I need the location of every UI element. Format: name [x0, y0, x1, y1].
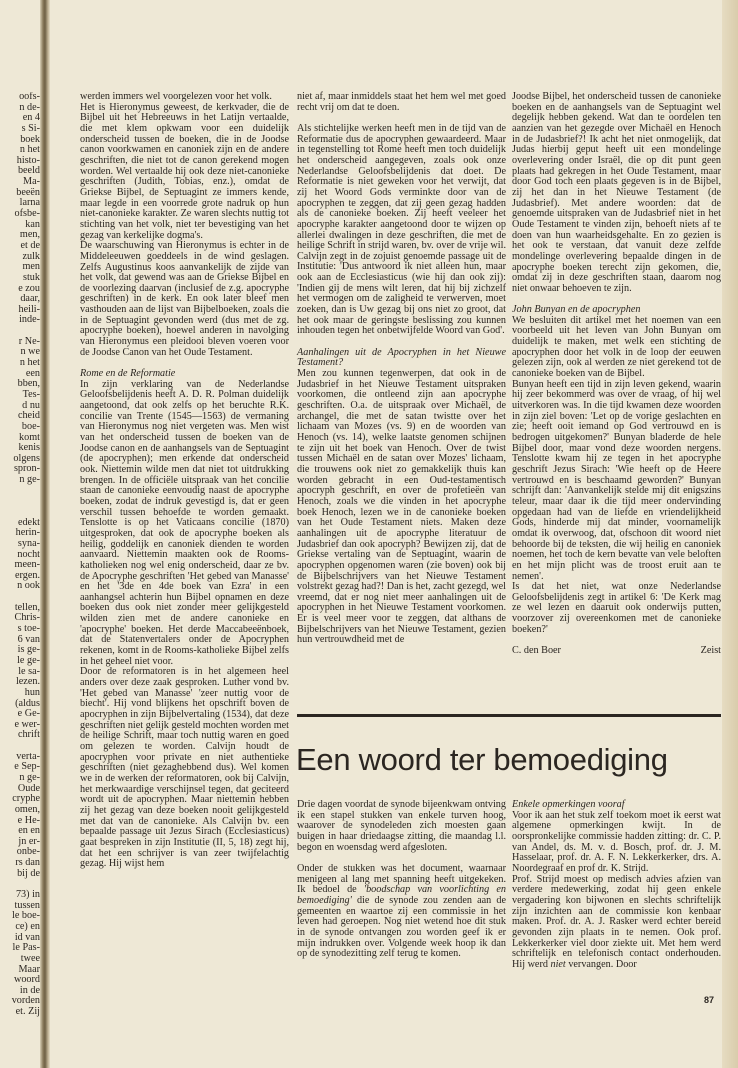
paragraph: Voor ik aan het stuk zelf toekom moet ik eerst wat algemene opmerkingen kwijt. In de oorspronkelijke commissie hadden zitting: dr. C. P. van Andel, ds. M. v. d. Bosch, prof. dr. J. M. Hasselaar, prof. dr. A. F. N. Lekkerkerker, drs. A. Noordegraaf en prof dr. K. Strijd.: [512, 809, 721, 874]
article1-column-2: [297, 92, 506, 646]
fragment-line: rs dan: [15, 857, 40, 869]
fragment-line: twee: [20, 952, 40, 964]
article-divider: [297, 714, 721, 717]
article1-column-1: [80, 92, 289, 870]
fragment-line: edekt: [17, 516, 40, 528]
text: Onder de stukken was het document, waarnaar menigeen al lang met spanning heeft uitgekeken. Ik bedoel de: [297, 862, 506, 896]
fragment-line: n het: [19, 144, 40, 156]
fragment-line: 6 van: [17, 633, 40, 645]
paragraph: Het is Hieronymus geweest, de kerkvader, die de Bijbel uit het Hebreeuws in het Latijn vertaalde, die met klem opkwam voor een duidelijk onderscheid tussen de boeken, die in de Joodse canon voorkwamen en canoniek zijn en de andere geschriften, die niet tot de canon gerekend mogen worden. Wel vertaalde hij ook deze niet-canonieke geschriften (Judith, Tobias, enz.), omdat de Griekse Bijbel, de Septuagint ze immers kende, maar legde in een voorrede grote nadruk op hun niet-canonieke karakter. Ze waren slechts nuttig tot stichting van het volk, niet ter bevestiging van het gezag van kerkelijke dogma's.: [80, 101, 289, 241]
fragment-line: vorden: [11, 995, 40, 1007]
page-number: 87: [704, 995, 715, 1005]
article1-column-3: [512, 92, 721, 657]
fragment-line: s toe-: [17, 623, 40, 635]
fragment-line: Chris-: [14, 612, 40, 624]
page-spine: [40, 0, 50, 1068]
fragment-line: beeld: [17, 165, 40, 177]
fragment-line: bben,: [17, 378, 40, 390]
previous-page-fragments: [0, 92, 40, 1018]
fragment-line: komt: [19, 431, 40, 443]
fragment-line: n we: [20, 346, 40, 358]
paragraph: werden immers wel voorgelezen voor het volk.: [80, 91, 272, 102]
fragment-line: boe-: [21, 420, 40, 432]
fragment-line: inde-: [19, 314, 40, 326]
paragraph: De waarschuwing van Hieronymus is echter in de Middeleeuwen goeddeels in de wind geslagen. Zelfs Augustinus koos aanvankelijk de zijde van het volk, dat gewend was aan de Griekse Bijbel en de voorlezing daarvan (inclusief de z.g. apocryphe geschriften) in de kerk. En ook later bleef men vasthouden aan de lijst van Bijbelboeken, zoals die in de Septuagint gevonden werd (dus met de zg. apocryphe boeken), hoewel anderen in navolging van Hieronymus een pleidooi bleven voeren voor de Joodse Canon van het Oude Testament.: [80, 240, 289, 358]
fragment-line: et. Zij: [15, 1006, 40, 1018]
article2-title: Een woord ter bemoediging: [296, 742, 668, 777]
text: Prof. Strijd moest op medisch advies afzien van verdere medewerking, zodat hij geen enkele vergadering kon bijwonen en slechts schriftelijk zijn inzichten aan de commissie kon kenbaar maken. Prof. dr. A. J. Rasker werd echter bereid gevonden zijn plaats in te nemen. Ook prof. Lekkerkerker viel door ziekte uit. Met hem werd schriftelijk en telefonisch contact onderhouden. Hij werd: [512, 873, 721, 970]
fragment-line: Maar: [18, 963, 40, 975]
paragraph: Als stichtelijke werken heeft men in de tijd van de Reformatie dus de apocryphen gewaardeerd. Maar in tegenstelling tot Rome heeft men toch duidelijk het onderscheid aangegeven, zoals ook onze Nederlandse Geloofsbelijdenis dat doet. De Reformatie is niet geweken voor het verwijt, dat zij het Woord Gods verminkte door van de apocryphen te zeggen, dat zij geen gezag hadden als de canonieke boeken. Zij heeft veeleer het apocryphe karakter aangetoond door te wijzen op allerlei dwalingen in deze geschriften, die met de heilige Schrift in strijd waren, bv. over de vrije wil. Calvijn zegt in de zojuist genoemde passage uit de Institutie: 'Dus antwoord ik niet alleen hun, maar ook aan de Ecclesiasticus (wie hij dan ook zij): 'Indien gij de mens wilt leren, dat hij bij zichzelf het vermogen om de zaligheid te verwerven, moet zoeken, dan is Uw gezag bij ons niet zo groot, dat het ook maar de geringste beslissing zou kunnen inhouden tegen het onbetwijfelde Woord van God'.: [297, 122, 506, 337]
fragment-line: le sa-: [18, 665, 40, 677]
fragment-line: e Sep-: [14, 761, 40, 773]
paragraph: Joodse Bijbel, het onderscheid tussen de canonieke boeken en de aanhangsels van de Septuagint wel degelijk hebben gekend. Wat dan te oordelen ten aanzien van het gezegde over Michaël en Henoch in de Judasbrief?! Ik acht het niet onmogelijk, dat Judas hierbij geput heeft uit een mondelinge overlevering onder Israël, die op dit punt geen plaats had gekregen in het Oude Testament, maar door God toch een plaats gegeven is in de Bijbel, zij het dan in het Nieuwe Testament (de Judasbrief). Met andere woorden: dat de genoemde uitspraken van de Judasbrief niet in het Oude Testament te vinden zijn, behoeft niets af te doen van hun waarheidsgehalte. En zo gezien is het ook te verstaan, dat vanuit deze zelfde mondelinge overlevering bepaalde dingen in de apocryphe boeken terecht zijn gekomen, die, omdat zij in deze geschriften staan, daarom nog niet onwaar behoeven te zijn.: [512, 91, 721, 294]
fragment-line: meen-: [14, 559, 40, 571]
fragment-line: daar,: [20, 293, 40, 305]
fragment-line: syna-: [17, 537, 40, 549]
fragment-line: s Si-: [21, 122, 40, 134]
fragment-line: histo-: [16, 154, 40, 166]
fragment-line: Ma-: [23, 176, 40, 188]
fragment-line: e zou: [18, 282, 40, 294]
text: vervangen. Door: [565, 958, 637, 970]
fragment-line: ergen.: [15, 569, 40, 581]
fragment-line: le boe-: [11, 910, 40, 922]
fragment-line: larna: [19, 197, 40, 209]
fragment-line: zulk: [22, 250, 40, 262]
paragraph: Bunyan heeft een tijd in zijn leven gekend, waarin hij zeer bekommerd was over de vraag, of hij wel uitverkoren was. In die tijd kwamen deze woorden in zijn ziel boven: 'Let op de vorige geslachten en zie; heeft ooit iemand op God vertrouwd en is bedrogen uitgekomen?' Bunyan bladerde de hele Bijbel door, maar vond deze woorden nergens. Tenslotte kwam hij ze tegen in het apocryphe geschrift Jezus Sirach: 'Wie heeft op de Heere vertrouwd en is beschaamd geworden?' Bunyan schrijft dan: 'Aanvankelijk stelde mij dit enigszins teleur, maar daar ik die tijd meer ondervinding opgedaan had van de liefde en vriendelijkheid Gods, hinderde mij dat minder, voornamelijk omdat ik overwoog, dat, ofschoon dit woord niet behoorde bij de teksten, die wij heilig en canoniek noemen, het toch de kern bevatte van vele beloften en het mijn plicht was de troost eruit aan te nemen'.: [512, 378, 721, 582]
fragment-line: r Ne-: [18, 335, 40, 347]
fragment-line: men: [22, 261, 40, 273]
fragment-line: n ook: [17, 580, 40, 592]
fragment-line: men,: [19, 229, 40, 241]
fragment-line: beeën: [16, 186, 40, 198]
fragment-line: Oude: [17, 782, 40, 794]
fragment-line: is ge-: [17, 644, 40, 656]
fragment-line: in de: [19, 984, 40, 996]
fragment-line: woord: [13, 974, 40, 986]
fragment-line: ofsbe-: [14, 208, 40, 220]
fragment-line: n de-: [19, 101, 40, 113]
fragment-line: tussen: [14, 899, 40, 911]
fragment-line: olgens: [13, 452, 40, 464]
fragment-line: ce) en: [15, 920, 40, 932]
fragment-line: id van: [14, 931, 40, 943]
fragment-line: boek: [20, 133, 40, 145]
article2-column-2: [512, 800, 721, 971]
fragment-line: e wer-: [14, 718, 40, 730]
fragment-line: lezen.: [15, 676, 40, 688]
fragment-line: stuk: [23, 271, 40, 283]
author-place: Zeist: [700, 645, 721, 657]
fragment-line: n ge-: [19, 772, 40, 783]
emphasis: 'boodschap van voorlichting en bemoediging': [297, 884, 506, 906]
fragment-line: herin-: [15, 527, 40, 539]
fragment-line: et de: [20, 239, 40, 251]
fragment-line: spron-: [13, 463, 40, 475]
fragment-line: en 4: [22, 112, 40, 124]
fragment-line: 73) in: [15, 889, 40, 901]
text: die de synode zou zenden aan de gemeenten en waartoe zij een commissie in het leven had geroepen. Nog niet wetend hoe dit stuk in de synode ontvangen zou worden geef ik er mijn indrukken over. Volgende week hoop ik dan op de synodezitting zelf terug te komen.: [297, 894, 506, 960]
fragment-line: [0, 486, 40, 497]
section-heading: Rome en de Reformatie: [80, 368, 176, 380]
paragraph: In zijn verklaring van de Nederlandse Geloofsbelijdenis heeft A. D. R. Polman duidelijk aangetoond, dat ook zelfs op het beruchte R.K. concilie van Trente (1545—1563) de vermaning van Hieronymus nog niet vergeten was. Men wist van het onderscheid tussen de boeken van de Joodse canon en de aanhangsels van de Septuagint (de apocryphen); men erkende dat onderscheid ook. Niettemin wilde men dat niet tot uitdrukking brengen. In de officiële uitspraak van het concilie staan de canonieke eenvoudig naast de apocryphe boeken, zodat de indruk gevestigd is, dat er geen verschil tussen behoefde te worden gemaakt. Tenslotte is op het Vaticaans concilie (1870) uitgesproken, dat ook de apocryphe boeken als heilig, goddelijk en canoniek dienden te worden aanvaard. Niettemin maakten ook de Rooms-katholieken nog wel enig onderscheid, daar ze bv. de Apocryphe geschriften 'Het gebed van Manasse' en het '3de en 4de boek van Ezra' in een aanhangsel achterin hun Bijbel opnamen en deze boeken dus ook niet zonder meer gelijkgesteld wilden zien met de andere canonieke en 'apocryphe' boeken. Het derde Maccabeeënboek, dat de Statenvertalers onder de Apocryphen rekenen, komt in de Rooms-katholieke Bijbel zelfs in het geheel niet voor.: [80, 378, 289, 667]
fragment-line: jn er-: [18, 835, 40, 847]
author: C. den Boer: [512, 645, 561, 657]
fragment-line: d nu: [22, 399, 40, 411]
fragment-line: een: [25, 367, 40, 379]
paragraph: Drie dagen voordat de synode bijeenkwam ontving ik een stapel stukken van enkele turven hoog, waarover de synodeleden zich moesten gaan buigen in haar driedaagse zitting, die maandag l.l. begon en woensdag werd afgesloten.: [297, 799, 506, 853]
emphasis: niet: [550, 958, 566, 970]
fragment-line: e He-: [17, 814, 40, 826]
paragraph: [512, 875, 721, 971]
fragment-line: oofs-: [19, 92, 40, 102]
paragraph: [297, 864, 506, 960]
fragment-line: nocht: [17, 548, 40, 560]
fragment-line: kenis: [18, 442, 40, 454]
fragment-line: cryphe: [12, 793, 40, 805]
paragraph: Door de reformatoren is in het algemeen heel anders over deze zaak gesproken. Luther vond bv. 'Het gebed van Manasse' 'zeer nuttig voor de biecht'. Hij vond blijkens het opschrift boven de apocryphen in zijn Bijbelvertaling (1534), dat deze geschriften niet gelijk gesteld mochten worden met de heilige Schrift, maar toch nuttig waren en goed om gelezen te worden. Calvijn houdt de apocryphen voor private en niet authentieke geschriften (niet gezaghebbend dus). Wel komen we in de werken der reformatoren, ook bij Calvijn, het merkwaardige verschijnsel tegen, dat geciteerd wordt uit de apocryphen. Maar niettemin hebben zij het gezag van deze boeken nooit gelijkgesteld met dat van de canonieke. Als Calvijn bv. een bepaalde passage uit Jezus Sirach (Ecclesiasticus) gaat bespreken in zijn Institutie (II, 5, 18) zegt hij, dat het een schrijver is van zeer twijfelachtig gezag. Hij wijst hem: [80, 666, 289, 870]
fragment-line: [0, 496, 40, 507]
fragment-line: hun: [24, 686, 40, 698]
section-heading: John Bunyan en de apocryphen: [512, 304, 641, 316]
paragraph: niet af, maar inmiddels staat het hem wel met goed recht vrij om dat te doen.: [297, 91, 506, 113]
section-heading: Aanhalingen uit de Apocryphen in het Nieuwe Testament?: [297, 346, 506, 369]
fragment-line: le Pas-: [12, 942, 40, 954]
fragment-line: omen,: [14, 803, 40, 815]
byline: [512, 646, 721, 657]
fragment-line: n het: [19, 357, 40, 369]
fragment-line: verta-: [16, 750, 40, 762]
fragment-line: kan: [25, 218, 40, 230]
paragraph: We besluiten dit artikel met het noemen van een voorbeeld uit het leven van John Bunyan om duidelijk te maken, met welk een stichting de apocryphen door het volk in de loop der eeuwen gelezen zijn, ook al werden ze niet gerekend tot de canonieke boeken van de Bijbel.: [512, 314, 721, 380]
fragment-line: onbe-: [16, 846, 40, 858]
fragment-line: cheid: [17, 410, 40, 422]
fragment-line: en en: [18, 825, 40, 837]
paragraph: Is dat het niet, wat onze Nederlandse Geloofsbelijdenis zegt in artikel 6: 'De Kerk mag ze wel lezen en daaruit ook onderwijs putten, voorzover zij overeenkomen met de canonieke boeken?': [512, 581, 721, 635]
fragment-line: tellen,: [14, 601, 40, 613]
fragment-line: e Ge-: [17, 708, 40, 720]
fragment-line: heili-: [18, 303, 40, 315]
article2-column-1: [297, 800, 506, 960]
fragment-line: Tes-: [22, 388, 40, 400]
fragment-line: bij de: [17, 867, 40, 879]
fragment-line: chrift: [17, 729, 40, 741]
fragment-line: n ge-: [19, 474, 40, 486]
fragment-line: le ge-: [17, 654, 40, 666]
fragment-line: (aldus: [15, 697, 40, 709]
section-heading: Enkele opmerkingen vooraf: [512, 799, 625, 810]
paragraph: Men zou kunnen tegenwerpen, dat ook in de Judasbrief in het Nieuwe Testament uitspraken voorkomen, die ontleend zijn aan apocryphe geschriften. O.a. de uitspraak over Michaël, de archangel, die met de satan twistte over het lichaam van Mozes (vs. 9) en de woorden van Henoch (vs. 14), welke laatste genomen schijnen te zijn uit het boek van Henoch. Over de twist tussen Michaël en de satan over Mozes' lichaam, die trouwens ook niet zo gemakkelijk thuis kan worden gebracht in een Oud-testamentisch apocryph geschrift, en over de profetieën van Henoch, zoals we die vinden in het apocryphe boek Henoch, lezen we in de canonieke boeken van het Oude Testament niets. Maken deze aanhalingen uit de apocryphe literatuur de Judasbrief dan ook apocryph? Bewijzen zij, dat de Griekse vertaling van de Septuagint, waarin de apocryphen opgenomen waren (zie boven) ook bij de Bijbelschrijvers van het Nieuwe Testament volstrekt gezag had?! Dan is het, zacht gezegd, wel vreemd, dat er nog niet meer aanhalingen uit de apocryphen in het Nieuwe Testament voorkomen. Er is veel meer voor te zeggen, dat althans de Bijbelschrijvers van het Nieuwe Testament, gezien hun vertrouwdheid met de: [297, 368, 506, 646]
page-edge: [722, 0, 738, 1068]
